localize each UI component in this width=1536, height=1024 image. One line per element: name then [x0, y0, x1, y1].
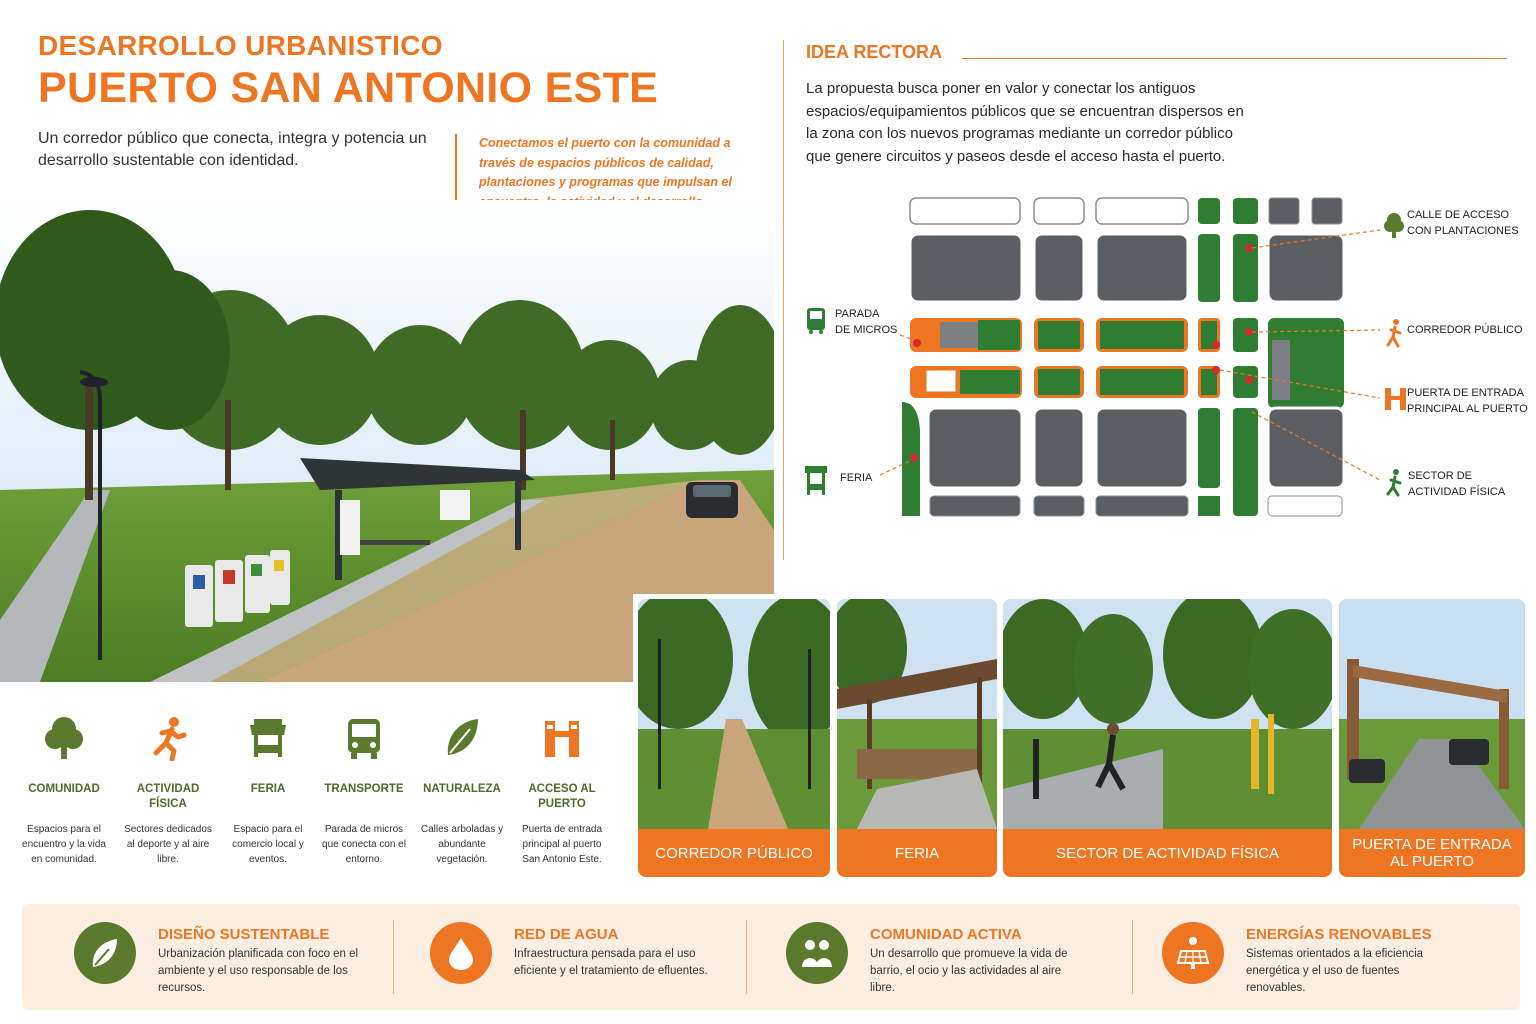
map-label-corredor: CORREDOR PÚBLICO — [1407, 324, 1523, 336]
map-label-calle-acceso: CALLE DE ACCESO — [1407, 209, 1510, 221]
feature-name: FERIA — [250, 783, 286, 795]
runner-icon — [1388, 319, 1400, 346]
feature-comunidad — [16, 712, 112, 867]
vertical-divider — [783, 40, 784, 560]
feature-desc: Parada de micros que conecta con el entorno. — [322, 824, 406, 865]
gate-icon — [514, 712, 610, 764]
feature-actividad — [120, 712, 216, 867]
feature-name: TRANSPORTE — [324, 783, 404, 795]
divider — [1132, 920, 1133, 994]
map-label-parada-2: DE MICROS — [835, 324, 898, 336]
feature-name: ACTIVIDAD FÍSICA — [136, 783, 200, 810]
card-puerta — [1339, 599, 1525, 877]
bottom-item-title: DISEÑO SUSTENTABLE — [158, 926, 330, 943]
gate-icon — [1385, 388, 1406, 410]
solar-panel-icon — [1162, 922, 1224, 984]
map-label-sector-2: ACTIVIDAD FÍSICA — [1408, 486, 1506, 498]
card-label: SECTOR DE ACTIVIDAD FÍSICA — [1055, 844, 1280, 862]
divider — [746, 920, 747, 994]
card-image — [1339, 599, 1525, 829]
card-corredor — [638, 599, 830, 877]
idea-text: La propuesta busca poner en valor y conectar los antiguos espacios/equipamientos públicos que se encuentran dispersos en la zona con los nuevos programas mediante un corredor público que genere circuitos y paseos desde el acceso hasta el puerto. — [806, 80, 1244, 165]
bottom-item-title: RED DE AGUA — [514, 926, 619, 943]
feature-desc: Espacios para el encuentro y la vida en comunidad. — [22, 824, 106, 865]
map-label-calle-acceso-2: CON PLANTACIONES — [1407, 225, 1519, 237]
feature-desc: Puerta de entrada principal al puerto San Antonio Este. — [521, 824, 603, 865]
title-small: DESARROLLO URBANISTICO — [38, 30, 443, 61]
water-drop-icon — [430, 922, 492, 984]
sustainability-band — [22, 904, 1520, 1010]
card-label: CORREDOR PÚBLICO — [655, 844, 813, 862]
runner-icon — [1388, 469, 1400, 495]
map-label-feria: FERIA — [840, 472, 873, 484]
bottom-item-diseno — [74, 904, 394, 1010]
quote: Conectamos el puerto con la comunidad a través de espacios públicos de calidad, plantaciones y programas que impulsan el — [455, 134, 745, 232]
subtitle: Un corredor público que conecta, integra y potencia un desarrollo sustentable con identidad. — [38, 130, 427, 169]
feature-name: NATURALEZA — [423, 783, 501, 795]
bottom-item-energias — [1162, 904, 1502, 1010]
card-feria — [837, 599, 997, 877]
feature-naturaleza — [414, 712, 510, 867]
card-label: FERIA — [894, 844, 940, 862]
map-label-sector: SECTOR DE — [1408, 470, 1472, 482]
feature-acceso — [514, 712, 610, 867]
feature-feria — [220, 712, 316, 867]
card-image — [638, 599, 830, 829]
bottom-item-comunidad — [786, 904, 1126, 1010]
divider — [393, 920, 394, 994]
market-stall-icon — [220, 712, 316, 764]
card-image — [1003, 599, 1332, 829]
card-actividad — [1003, 599, 1332, 877]
bottom-item-desc: Sistemas orientados a la eficiencia energética y el uso de fuentes renovables. — [1246, 948, 1424, 994]
bottom-item-title: COMUNIDAD ACTIVA — [870, 926, 1022, 943]
map-label-puerta-2: PRINCIPAL AL PUERTO — [1407, 403, 1528, 415]
features-row — [14, 712, 614, 892]
feature-name: COMUNIDAD — [28, 783, 100, 795]
bottom-item-desc: Urbanización planificada con foco en el ambiente y el uso responsable de los recursos. — [158, 948, 359, 994]
market-stall-icon — [805, 466, 827, 495]
feature-transporte — [316, 712, 412, 867]
feature-name: ACCESO AL PUERTO — [528, 783, 596, 810]
bottom-item-agua — [430, 904, 750, 1010]
bottom-item-desc: Un desarrollo que promueve la vida de barrio, el ocio y las actividades al aire libre. — [870, 948, 1068, 994]
card-image — [837, 599, 997, 829]
feature-desc: Sectores dedicados al deporte y al aire libre. — [124, 824, 212, 865]
urban-plan-diagram — [800, 190, 1530, 530]
page-title: PUERTO SAN ANTONIO ESTE — [38, 64, 659, 112]
idea-title: IDEA RECTORA — [806, 42, 943, 62]
idea-title-rule — [962, 58, 1507, 59]
feature-desc: Espacio para el comercio local y eventos. — [232, 824, 304, 865]
feature-desc: Calles arboladas y abundante vegetación. — [420, 824, 504, 865]
community-icon — [786, 922, 848, 984]
tree-icon — [16, 712, 112, 764]
bottom-item-desc: Infraestructura pensada para el uso eficiente y el tratamiento de efluentes. — [514, 948, 708, 977]
runner-icon — [120, 712, 216, 764]
card-label: PUERTA DE ENTRADA AL PUERTO — [1352, 836, 1512, 870]
map-label-puerta: PUERTA DE ENTRADA — [1407, 387, 1524, 399]
leaf-icon — [414, 712, 510, 764]
tree-icon — [1384, 213, 1404, 238]
bottom-item-title: ENERGÍAS RENOVABLES — [1246, 926, 1432, 943]
leaf-icon — [74, 922, 136, 984]
bus-icon — [316, 712, 412, 764]
bus-icon — [807, 308, 825, 334]
photo-cards — [633, 594, 1533, 884]
map-label-parada: PARADA — [835, 308, 880, 320]
